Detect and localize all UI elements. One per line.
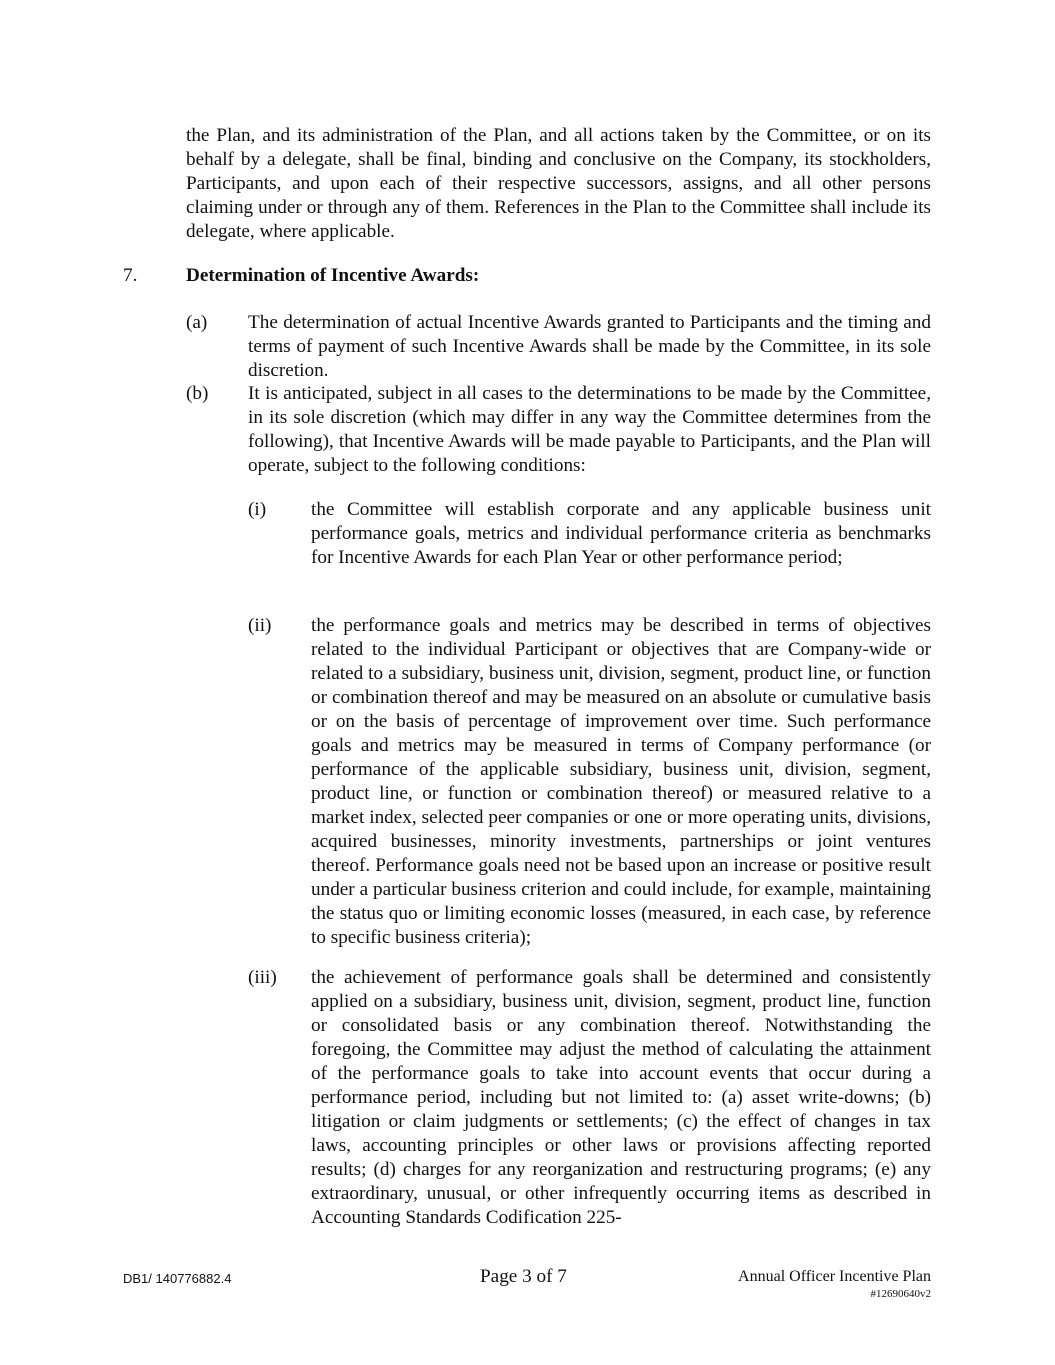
section-title: Determination of Incentive Awards: (186, 265, 480, 286)
section-number: 7. (123, 265, 138, 286)
subsection-label-a: (a) (186, 312, 208, 333)
clause-label-iii: (iii) (248, 967, 277, 988)
clause-text-iii: the achievement of performance goals shall be determined and consistently applied on a subsidiary, business unit, division, segment, product line, function or consolidated basis or any combination thereof. Notwithstanding the foregoing, the Committee may adjust the method of calculating the attainment of the performance goals to take into account events that occur during a performance period, including but not limited to: (a) asset write-downs; (b) litigation or claim judgments or settlements; (c) the effect of changes in tax laws, accounting principles or other laws or provisions affecting reported results; (d) charges for any reorganization and restructuring programs; (e) any extraordinary, unusual, or other infrequently occurring items as described in Accounting Standards Codification 225- (311, 967, 931, 1228)
clause-label-i: (i) (248, 499, 267, 520)
clause-text-ii: the performance goals and metrics may be described in terms of objectives related to the individual Participant or objectives that are Company-wide or related to a subsidiary, business unit, division, segment, product line, or function or combination thereof and may be measured on an absolute or cumulative basis or on the basis of percentage of improvement over time. Such performance goals and metrics may be measured in terms of Company performance (or performance of the applicable subsidiary, business unit, division, segment, product line, or function or combination thereof) or measured relative to a market index, selected peer companies or one or more operating units, divisions, acquired businesses, minority investments, partnerships or joint ventures thereof. Performance goals need not be based upon an increase or positive result under a particular business criterion and could include, for example, maintaining the status quo or limiting economic losses (measured, in each case, by reference to specific business criteria); (311, 615, 931, 948)
footer-plan-name: Annual Officer Incentive Plan (738, 1268, 931, 1285)
clause-label-ii: (ii) (248, 615, 272, 636)
clause-text-i: the Committee will establish corporate and any applicable business unit performance goals, metrics and individual performance criteria as benchmarks for Incentive Awards for each Plan Year or other performance period; (311, 499, 931, 568)
subsection-text-a: The determination of actual Incentive Awards granted to Participants and the timing and terms of payment of such Incentive Awards shall be made by the Committee, in its sole discretion. (248, 312, 931, 381)
footer-page-number: Page 3 of 7 (480, 1266, 567, 1287)
subsection-label-b: (b) (186, 383, 209, 404)
footer-doc-id: DB1/ 140776882.4 (123, 1271, 232, 1286)
footer-version: #12690640v2 (870, 1288, 931, 1300)
intro-paragraph: the Plan, and its administration of the Plan, and all actions taken by the Committee, or on its behalf by a delegate, shall be final, binding and conclusive on the Company, its stockholders, Participants, and upon each of their respective successors, assigns, and all other persons claiming under or through any of them. References in the Plan to the Committee shall include its delegate, where applicable. (186, 125, 931, 242)
subsection-text-b: It is anticipated, subject in all cases to the determinations to be made by the Committee, in its sole discretion (which may differ in any way the Committee determines from the following), that Incentive Awards will be made payable to Participants, and the Plan will operate, subject to the following conditions: (248, 383, 931, 476)
